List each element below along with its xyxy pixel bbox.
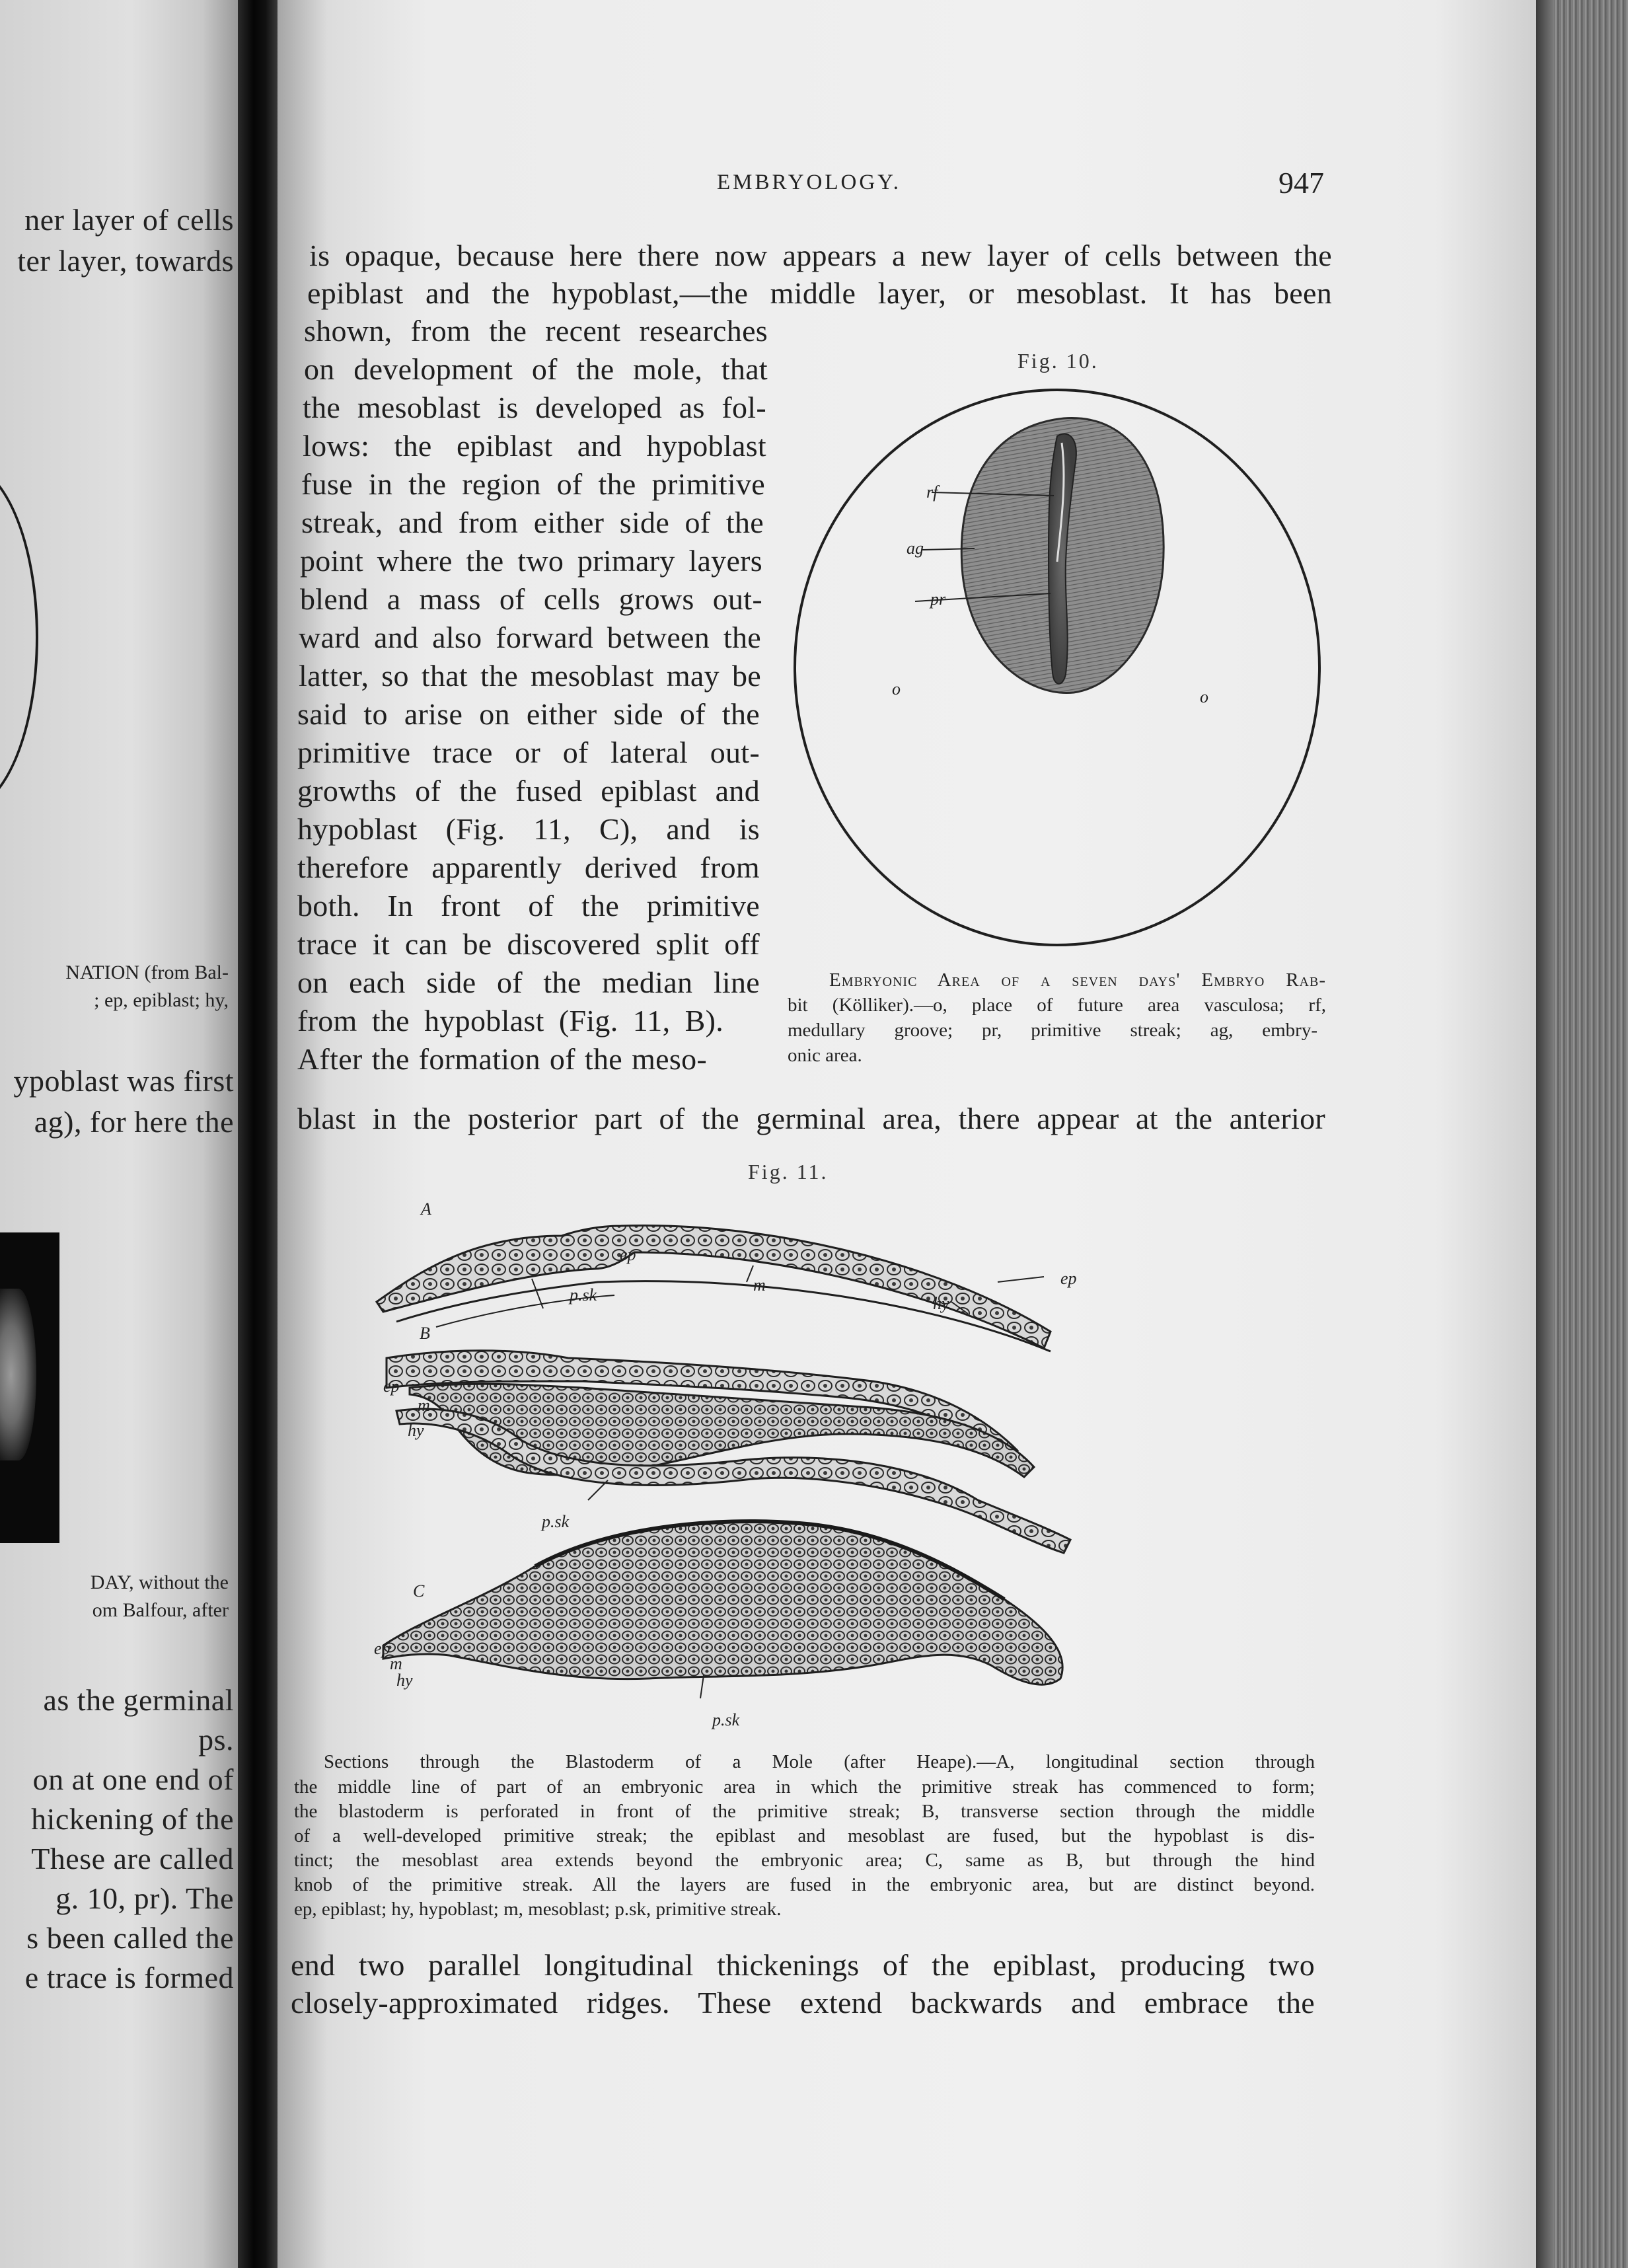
fig11-label-m: m — [418, 1396, 430, 1415]
left-text-line: ypoblast was first — [13, 1064, 234, 1098]
body-line: both. In front of the primitive — [297, 889, 760, 923]
body-line: from the hypoblast (Fig. 11, B). — [297, 1004, 723, 1038]
fig11-caption-line: tinct; the mesoblast area extends beyond the embryonic area; C, same as B, but through the hind — [294, 1850, 1315, 1871]
fig11-label-psk: p.sk — [570, 1285, 597, 1304]
book-gutter — [238, 0, 278, 2268]
left-text-line: as the germinal — [43, 1683, 234, 1717]
fig11-caption-line: ep, epiblast; hy, hypoblast; m, mesoblast; p.sk, primitive streak. — [294, 1899, 782, 1920]
body-line: fuse in the region of the primitive — [301, 467, 765, 501]
body-line: hypoblast (Fig. 11, C), and is — [297, 812, 760, 846]
fig10-label-ag: ag — [906, 539, 924, 558]
fig11-a-m-pointer — [747, 1266, 753, 1282]
page-edges-shadow — [1536, 0, 1553, 2268]
fig11-label-hy: hy — [933, 1294, 949, 1313]
body-line: lows: the epiblast and hypoblast — [303, 429, 766, 463]
fig10-label-o: o — [892, 679, 901, 699]
fig11-label-ep: ep — [1060, 1269, 1077, 1288]
body-line: point where the two primary layers — [300, 544, 762, 578]
fig10-label-pr: pr — [930, 589, 946, 609]
body-line: on development of the mole, that — [304, 352, 768, 386]
body-line: on each side of the median line — [297, 965, 760, 999]
body-line: latter, so that the mesoblast may be — [299, 659, 761, 693]
fig10-caption-line: onic area. — [788, 1045, 862, 1066]
body-line: blast in the posterior part of the germinal area, there appear at the anterior — [297, 1102, 1325, 1135]
fig11-c-psk-pointer — [700, 1675, 704, 1698]
fig11-label-ep: ep — [620, 1245, 636, 1264]
body-line: end two parallel longitudinal thickenings of the epiblast, producing two — [291, 1948, 1315, 1982]
previous-page — [0, 0, 238, 2268]
fig11-label-hy: hy — [408, 1421, 424, 1440]
fig11-caption-line: the blastoderm is perforated in front of the primitive streak; B, transverse section through the middle — [294, 1801, 1315, 1822]
fig10-caption-line: bit (Kölliker).—o, place of future area vasculosa; rf, — [788, 995, 1326, 1016]
running-head: EMBRYOLOGY. — [717, 170, 902, 194]
body-line: is opaque, because here there now appears a new layer of cells between the — [309, 239, 1332, 272]
left-text-line: g. 10, pr). The — [56, 1881, 234, 1915]
left-text-line: s been called the — [26, 1921, 234, 1955]
fig11-label-m: m — [753, 1275, 766, 1295]
left-caption-line: NATION (from Bal- — [65, 962, 229, 983]
body-line: said to arise on either side of the — [297, 697, 760, 731]
fig11-panel-a-label: A — [421, 1199, 431, 1219]
fig11-a-epiblast — [377, 1225, 1051, 1348]
body-line: ward and also forward between the — [299, 621, 761, 654]
fig11-label: Fig. 11. — [748, 1160, 829, 1184]
left-text-line: on at one end of — [32, 1762, 234, 1796]
left-text-line: ag), for here the — [34, 1105, 234, 1139]
left-figure-arc — [0, 463, 38, 812]
body-line: therefore apparently derived from — [297, 850, 760, 884]
fig11-caption-line: knob of the primitive streak. All the layers are fused in the embryonic area, but are distinct beyond. — [294, 1874, 1315, 1895]
fig11-illustration — [370, 1190, 1242, 1738]
fig11-label-ep: ep — [383, 1377, 400, 1396]
body-line: closely-approximated ridges. These extend backwards and embrace the — [291, 1986, 1315, 2020]
body-line: blend a mass of cells grows out- — [300, 582, 762, 616]
body-line: the mesoblast is developed as fol- — [303, 391, 766, 424]
body-line: shown, from the recent researches — [304, 314, 768, 348]
left-text-line: These are called — [31, 1842, 234, 1875]
fig11-label-psk: p.sk — [542, 1512, 570, 1531]
fig10-label: Fig. 10. — [1018, 349, 1099, 373]
fig10-label-o: o — [1200, 687, 1208, 706]
fig11-c-section — [383, 1521, 1062, 1684]
fig10-illustration — [790, 377, 1331, 952]
fig11-label-psk: p.sk — [712, 1710, 740, 1729]
fig11-panel-b-label: B — [420, 1324, 430, 1343]
body-line: primitive trace or of lateral out- — [297, 736, 760, 769]
fig11-caption-line: the middle line of part of an embryonic area in which the primitive streak has commenced to form; — [294, 1776, 1315, 1797]
body-line: trace it can be discovered split off — [297, 927, 760, 961]
fig11-panel-c-label: C — [413, 1581, 425, 1601]
fig10-label-rf: rf — [926, 482, 938, 502]
left-text-line: ner layer of cells — [24, 203, 234, 237]
fig11-a-ep-pointer — [998, 1277, 1044, 1282]
fig11-b-psk-pointer — [588, 1480, 608, 1500]
left-figure-photo-detail — [0, 1289, 36, 1460]
fig11-caption-line: of a well-developed primitive streak; the epiblast and mesoblast are fused, but the hypoblast is dis- — [294, 1825, 1315, 1846]
fig11-caption-line: Sections through the Blastoderm of a Mole (after Heape).—A, longitudinal section through — [324, 1751, 1315, 1772]
body-line: streak, and from either side of the — [301, 506, 764, 539]
fig10-caption-line: medullary groove; pr, primitive streak; ag, embry- — [788, 1020, 1317, 1041]
left-text-line: e trace is formed — [24, 1961, 234, 1994]
fig11-label-hy: hy — [396, 1671, 413, 1690]
fig11-label-m: m — [390, 1654, 402, 1673]
fig11-label-ep: ep — [374, 1639, 390, 1658]
body-line: After the formation of the meso- — [297, 1042, 707, 1076]
left-text-line: ps. — [198, 1723, 234, 1757]
body-line: growths of the fused epiblast and — [297, 774, 760, 808]
page-number: 947 — [1278, 166, 1324, 200]
left-text-line: ter layer, towards — [17, 244, 234, 278]
left-caption-line: DAY, without the — [90, 1571, 229, 1593]
fig10-caption-line: Embryonic Area of a seven days' Embryo Rab- — [829, 969, 1326, 991]
body-line: epiblast and the hypoblast,—the middle layer, or mesoblast. It has been — [307, 276, 1332, 310]
left-caption-line: ; ep, epiblast; hy, — [94, 989, 229, 1011]
left-text-line: hickening of the — [31, 1802, 234, 1836]
left-caption-line: om Balfour, after — [92, 1599, 229, 1621]
